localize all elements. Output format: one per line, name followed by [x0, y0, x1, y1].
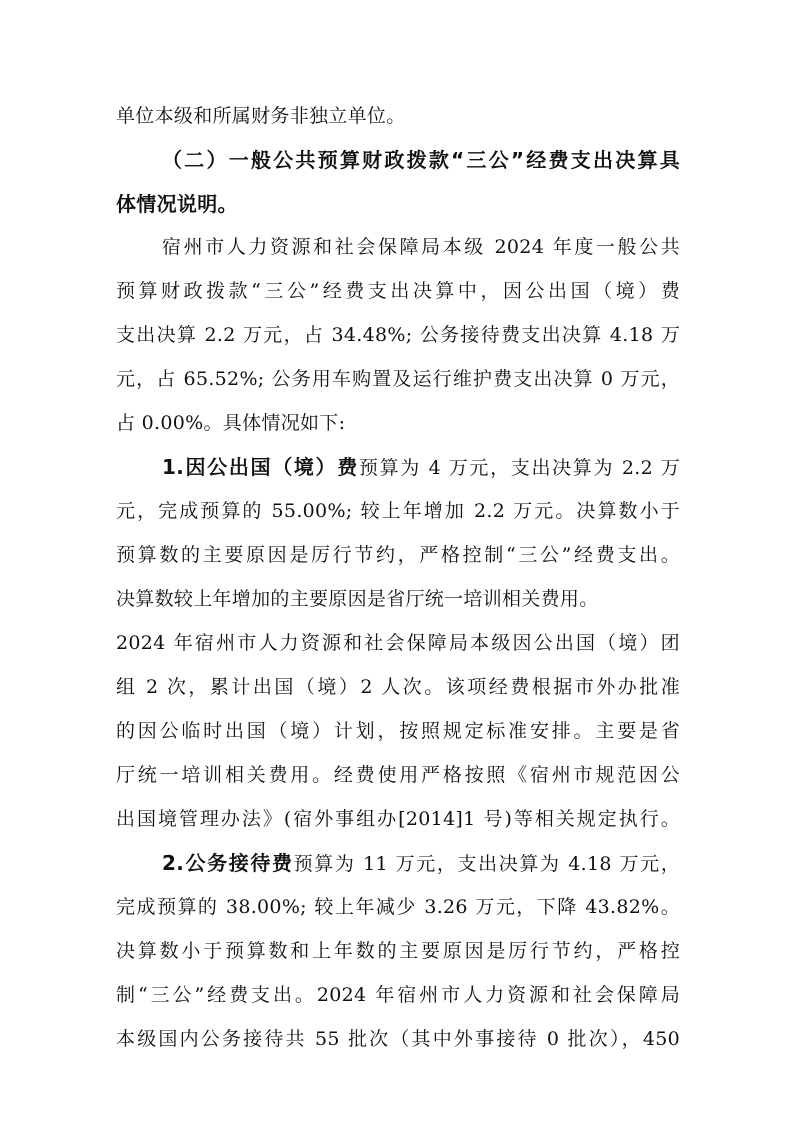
- section-heading-line-1: （二）一般公共预算财政拨款“三公”经费支出决算具: [162, 148, 680, 172]
- paragraph-line: 支出决算 2.2 万元，占 34.48%; 公务接待费支出决算 4.18 万: [116, 324, 680, 346]
- paragraph-line: 元，占 65.52%; 公务用车购置及运行维护费支出决算 0 万元，: [116, 368, 680, 390]
- item-2-lead: 2.公务接待费: [162, 851, 294, 875]
- paragraph-line: 的因公临时出国（境）计划，按照规定标准安排。主要是省: [116, 720, 680, 742]
- paragraph-line: 完成预算的 38.00%; 较上年减少 3.26 万元，下降 43.82%。: [116, 896, 680, 918]
- item-1-text: 预算为 4 万元，支出决算为 2.2 万: [358, 457, 680, 479]
- paragraph-line: 制“三公”经费支出。2024 年宿州市人力资源和社会保障局: [116, 984, 680, 1006]
- paragraph-line: 组 2 次，累计出国（境）2 人次。该项经费根据市外办批准: [116, 676, 680, 698]
- paragraph-line: 单位本级和所属财务非独立单位。: [116, 105, 406, 127]
- paragraph-line: 厅统一培训相关费用。经费使用严格按照《宿州市规范因公: [116, 764, 680, 786]
- paragraph-line: 决算数较上年增加的主要原因是省厅统一培训相关费用。: [116, 588, 599, 610]
- paragraph-line: 宿州市人力资源和社会保障局本级 2024 年度一般公共: [162, 236, 680, 258]
- item-2-text: 预算为 11 万元，支出决算为 4.18 万元，: [293, 853, 680, 875]
- paragraph-line: 本级国内公务接待共 55 批次（其中外事接待 0 批次），450: [116, 1028, 680, 1050]
- paragraph-line: 预算数的主要原因是厉行节约，严格控制“三公”经费支出。: [116, 544, 680, 566]
- item-1-first-line: [162, 447, 680, 487]
- section-heading-line-2: 体情况说明。: [116, 192, 238, 216]
- paragraph-line: 占 0.00%。具体情况如下:: [116, 412, 346, 434]
- item-2-first-line: [162, 843, 680, 883]
- paragraph-line: 2024 年宿州市人力资源和社会保障局本级因公出国（境）团: [116, 632, 680, 654]
- item-1-lead: 1.因公出国（境）费: [162, 455, 359, 479]
- paragraph-line: 元，完成预算的 55.00%; 较上年增加 2.2 万元。决算数小于: [116, 500, 680, 522]
- paragraph-line: 决算数小于预算数和上年数的主要原因是厉行节约，严格控: [116, 940, 680, 962]
- paragraph-line: 出国境管理办法》(宿外事组办[2014]1 号)等相关规定执行。: [116, 808, 680, 830]
- paragraph-line: 预算财政拨款“三公”经费支出决算中，因公出国（境）费: [116, 280, 680, 302]
